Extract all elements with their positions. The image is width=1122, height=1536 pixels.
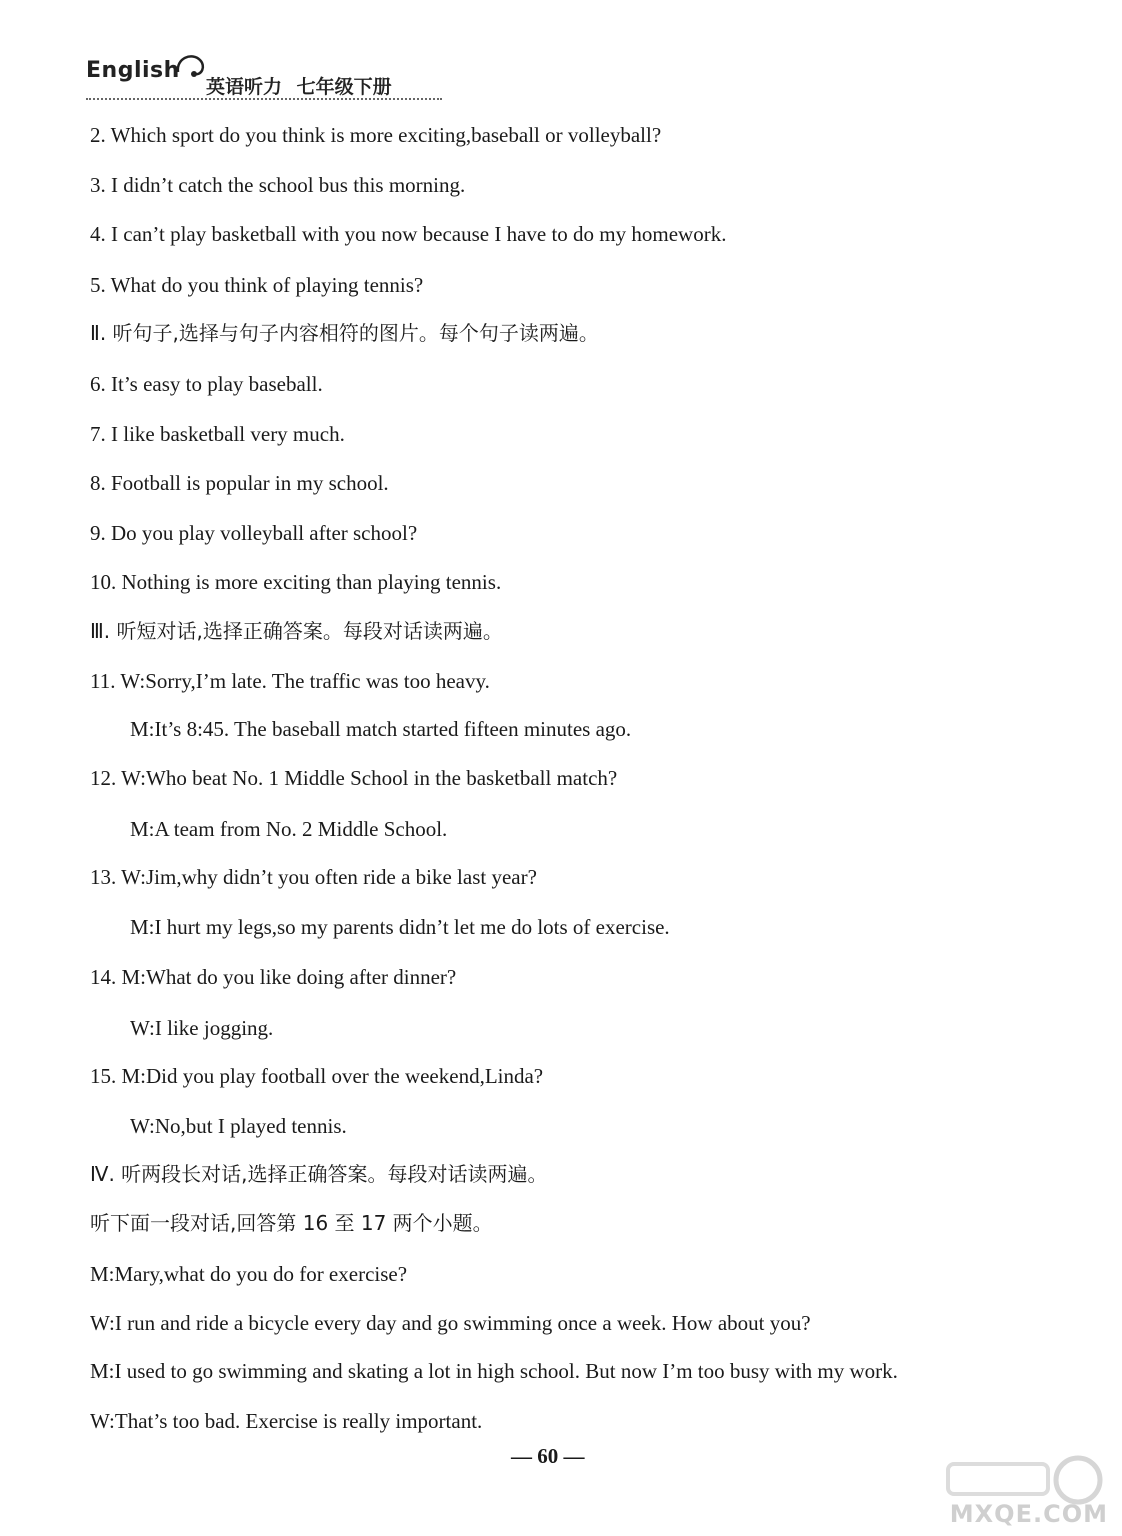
page-number: — 60 —: [511, 1444, 585, 1468]
section-4-instruction: 听下面一段对话,回答第 16 至 17 两个小题。: [90, 1211, 493, 1235]
book-subtitle: 英语听力 七年级下册: [206, 76, 392, 98]
line-11-w: 11. W:Sorry,I’m late. The traffic was too heavy.: [90, 669, 490, 693]
line-2: 2. Which sport do you think is more exciting,baseball or volleyball?: [90, 123, 662, 147]
line-9: 9. Do you play volleyball after school?: [90, 521, 418, 545]
line-3: 3. I didn’t catch the school bus this morning.: [90, 173, 466, 197]
line-5: 5. What do you think of playing tennis?: [90, 273, 424, 297]
watermark-text: MXQE.COM: [949, 1500, 1108, 1528]
section-4-heading: Ⅳ. 听两段长对话,选择正确答案。每段对话读两遍。: [90, 1162, 548, 1186]
dialogue-line-4: W:That’s too bad. Exercise is really important.: [90, 1409, 483, 1433]
line-14-m: 14. M:What do you like doing after dinner?: [90, 965, 457, 989]
line-12-w: 12. W:Who beat No. 1 Middle School in the basketball match?: [90, 766, 618, 790]
line-15-w: W:No,but I played tennis.: [130, 1114, 347, 1138]
line-15-m: 15. M:Did you play football over the weekend,Linda?: [90, 1064, 544, 1088]
section-2-heading: Ⅱ. 听句子,选择与句子内容相符的图片。每个句子读两遍。: [90, 321, 599, 345]
line-7: 7. I like basketball very much.: [90, 422, 345, 446]
dialogue-line-3: M:I used to go swimming and skating a lot in high school. But now I’m too busy with my work.: [90, 1359, 898, 1383]
dialogue-line-2: W:I run and ride a bicycle every day and go swimming once a week. How about you?: [90, 1311, 811, 1335]
english-logo: English: [86, 58, 180, 83]
section-3-heading: Ⅲ. 听短对话,选择正确答案。每段对话读两遍。: [90, 619, 503, 643]
line-6: 6. It’s easy to play baseball.: [90, 372, 323, 396]
line-10: 10. Nothing is more exciting than playing tennis.: [90, 570, 502, 594]
line-11-m: M:It’s 8:45. The baseball match started fifteen minutes ago.: [130, 717, 632, 741]
line-13-m: M:I hurt my legs,so my parents didn’t let me do lots of exercise.: [130, 915, 670, 939]
line-13-w: 13. W:Jim,why didn’t you often ride a bike last year?: [90, 865, 537, 889]
line-4: 4. I can’t play basketball with you now because I have to do my homework.: [90, 222, 727, 246]
line-14-w: W:I like jogging.: [130, 1016, 274, 1040]
dialogue-line-1: M:Mary,what do you do for exercise?: [90, 1262, 408, 1286]
line-8: 8. Football is popular in my school.: [90, 471, 389, 495]
line-12-m: M:A team from No. 2 Middle School.: [130, 817, 448, 841]
